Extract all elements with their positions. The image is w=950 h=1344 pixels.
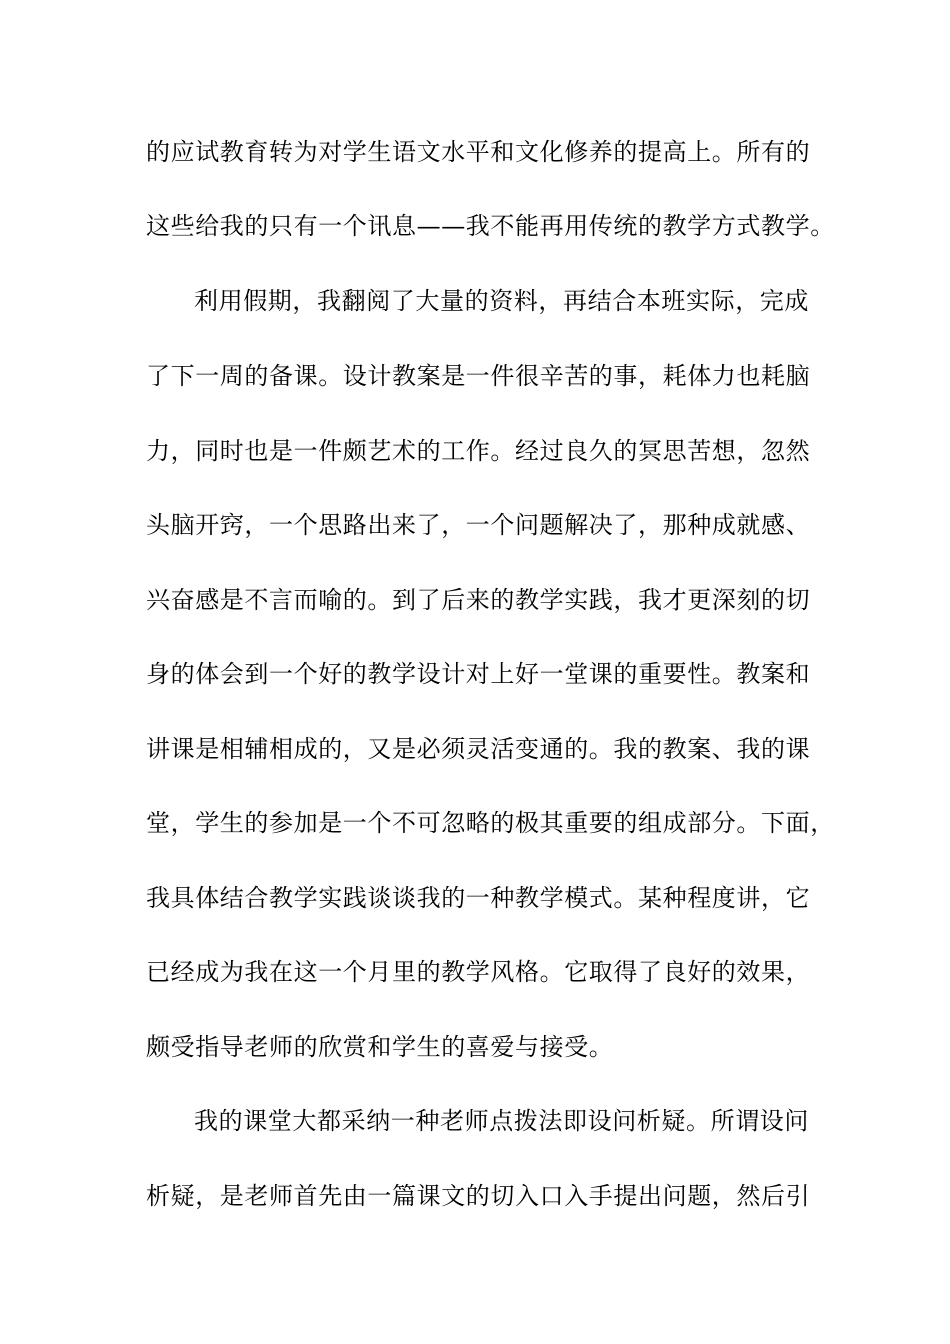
text-line: 的应试教育转为对学生语文水平和文化修养的提高上。所有的 — [146, 138, 811, 166]
text-line: 堂，学生的参加是一个不可忽略的极其重要的组成部分。下面， — [146, 809, 835, 837]
text-line: 这些给我的只有一个讯息——我不能再用传统的教学方式教学。 — [146, 212, 835, 240]
text-line: 我具体结合教学实践谈谈我的一种教学模式。某种程度讲，它 — [146, 884, 811, 912]
text-line: 了下一周的备课。设计教案是一件很辛苦的事，耗体力也耗脑 — [146, 362, 811, 390]
text-line: 析疑，是老师首先由一篇课文的切入口入手提出问题，然后引 — [146, 1182, 811, 1210]
text-line: 讲课是相辅相成的，又是必须灵活变通的。我的教案、我的课 — [146, 735, 811, 763]
paragraph-first-line: 我的课堂大都采纳一种老师点拨法即设问析疑。所谓设问 — [194, 1107, 809, 1135]
paragraph-first-line: 利用假期，我翻阅了大量的资料，再结合本班实际，完成 — [194, 287, 809, 315]
text-line: 已经成为我在这一个月里的教学风格。它取得了良好的效果， — [146, 958, 811, 986]
text-line: 力，同时也是一件颇艺术的工作。经过良久的冥思苦想，忽然 — [146, 437, 811, 465]
text-line: 颇受指导老师的欣赏和学生的喜爱与接受。 — [146, 1033, 614, 1061]
text-line: 兴奋感是不言而喻的。到了后来的教学实践，我才更深刻的切 — [146, 586, 811, 614]
text-line: 头脑开窍，一个思路出来了，一个问题解决了，那种成就感、 — [146, 511, 811, 539]
text-line: 身的体会到一个好的教学设计对上好一堂课的重要性。教案和 — [146, 660, 811, 688]
